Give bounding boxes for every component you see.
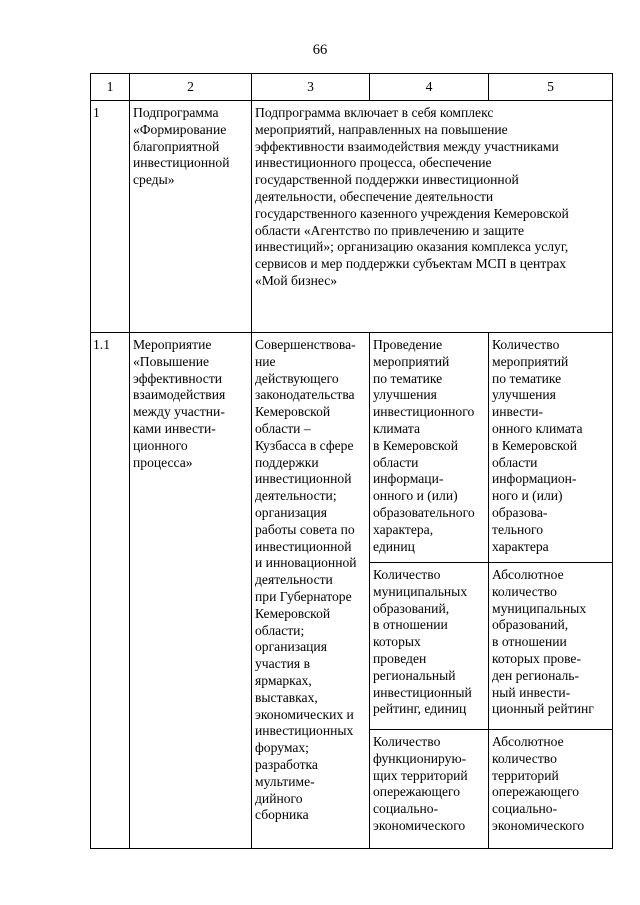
indicator-name: Проведение мероприятий по тематике улучшения инвестиционного климата в Кемеровской области информаци- онного и (или) образовательного характера, единиц <box>373 337 475 554</box>
subprogram-name: Подпрограмма «Формирование благоприятной инвестиционной среды» <box>133 105 230 188</box>
indicator-name: Количество функционирую- щих территорий опережающего социально- экономического <box>373 734 468 833</box>
subprogram-name-cell <box>130 101 252 333</box>
measure-name: Мероприятие «Повышение эффективности взаимодействия между участни- ками инвести- ционного процесса» <box>133 337 226 470</box>
header-col-3: 3 <box>252 74 370 101</box>
measure-content-cell <box>252 333 370 849</box>
header-col-1: 1 <box>91 74 130 101</box>
table-row <box>91 101 613 333</box>
indicator-method: Количество мероприятий по тематике улучшения инвести- онного климата в Кемеровской области информацион- ного и (или) образова- тельного характера <box>492 337 583 554</box>
row-number <box>91 101 130 333</box>
indicator-method-cell <box>489 730 613 849</box>
header-row <box>91 74 613 101</box>
indicator-method: Абсолютное количество муниципальных образований, в отношении которых прове- ден региональ- ный инвести- ционный рейтинг <box>492 567 594 717</box>
indicator-method-cell <box>489 333 613 563</box>
row-number <box>91 333 130 849</box>
subprogram-description-cell <box>252 101 613 333</box>
indicator-name: Количество муниципальных образований, в отношении которых проведен региональный инвестиционный рейтинг, единиц <box>373 567 472 717</box>
header-col-2: 2 <box>130 74 252 101</box>
header-col-5: 5 <box>489 74 613 101</box>
header-col-4: 4 <box>370 74 489 101</box>
program-table <box>90 73 613 849</box>
subprogram-description: Подпрограмма включает в себя комплекс мероприятий, направленных на повышение эффективности взаимодействия между участниками инвестиционного процесса, обеспечение государственной поддержки инвестиционной деятельности, обеспечение деятельности государственного казенного учреждения Кемеровской области «Агентство по привлечению и защите инвестиций»; организацию оказания комплекса услуг, сервисов и мер поддержки субъектам МСП в центрах «Мой бизнес» <box>255 105 569 288</box>
indicator-name-cell <box>370 563 489 730</box>
measure-content: Совершенствова- ние действующего законодательства Кемеровской области – Кузбасса в сфере поддержки инвестиционной деятельности; организация работы совета по инвестиционной и инновационной деятельности при Губернаторе Кемеровской области; организация участия в ярмарках, выставках, экономических и инвестиционных форумах; разработка мультиме- дийного сборника <box>255 337 357 823</box>
table-row <box>91 333 613 563</box>
indicator-method-cell <box>489 563 613 730</box>
measure-name-cell <box>130 333 252 849</box>
indicator-name-cell <box>370 730 489 849</box>
indicator-name-cell <box>370 333 489 563</box>
indicator-method: Абсолютное количество территорий опережающего социально- экономического <box>492 734 585 833</box>
page-number: 66 <box>312 42 328 58</box>
row-number-text: 1 <box>93 105 100 120</box>
row-number-text: 1.1 <box>93 337 110 352</box>
